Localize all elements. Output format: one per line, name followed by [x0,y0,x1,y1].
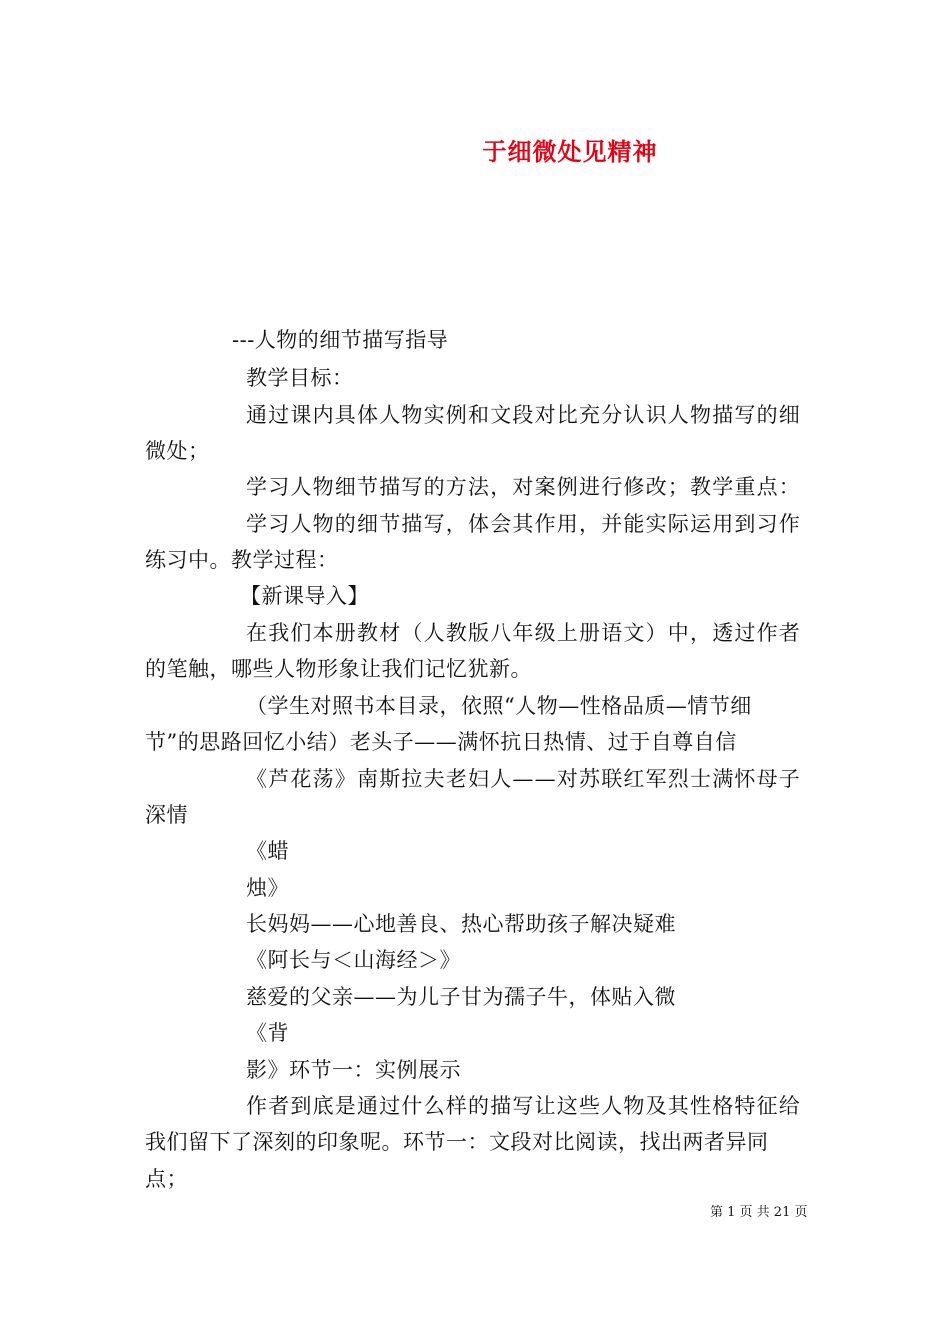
text-line: 《阿长与＜山海经＞》 [246,948,461,972]
text-line: 【新课导入】 [240,584,369,608]
text-line: 练习中。教学过程： [145,548,339,572]
text-line: 《蜡 [246,839,289,863]
text-line: 在我们本册教材（人教版八年级上册语文）中，透过作者 [246,621,801,645]
text-line: 微处； [145,439,210,463]
page-number: 第 1 页 共 21 页 [710,1205,808,1220]
text-line: 教学目标： [246,366,354,390]
page-title: 于细微处见精神 [482,137,658,166]
text-line: （学生对照书本目录，依照“人物—性格品质—情节细 [246,694,752,718]
text-line: 慈爱的父亲——为儿子甘为孺子牛，体贴入微 [246,985,676,1009]
text-line: 《芦花荡》南斯拉夫老妇人——对苏联红军烈士满怀母子 [246,767,801,791]
text-line: 长妈妈——心地善良、热心帮助孩子解决疑难 [246,912,676,936]
text-line: 的笔触，哪些人物形象让我们记忆犹新。 [145,657,532,681]
text-line: 《背 [246,1021,289,1045]
text-line: 通过课内具体人物实例和文段对比充分认识人物描写的细 [246,403,801,427]
text-line: 深情 [145,803,188,827]
text-line: 学习人物细节描写的方法，对案例进行修改；教学重点： [246,475,801,499]
text-line: 我们留下了深刻的印象呢。环节一：文段对比阅读，找出两者异同 [145,1130,769,1154]
text-line: 作者到底是通过什么样的描写让这些人物及其性格特征给 [246,1094,801,1118]
text-line: 烛》 [246,876,289,900]
text-line: ---人物的细节描写指导 [232,328,449,352]
text-line: 学习人物的细节描写，体会其作用，并能实际运用到习作 [246,512,801,536]
text-line: 节”的思路回忆小结）老头子——满怀抗日热情、过于自尊自信 [145,730,737,754]
text-line: 影》环节一：实例展示 [246,1058,461,1082]
text-line: 点； [145,1167,188,1191]
